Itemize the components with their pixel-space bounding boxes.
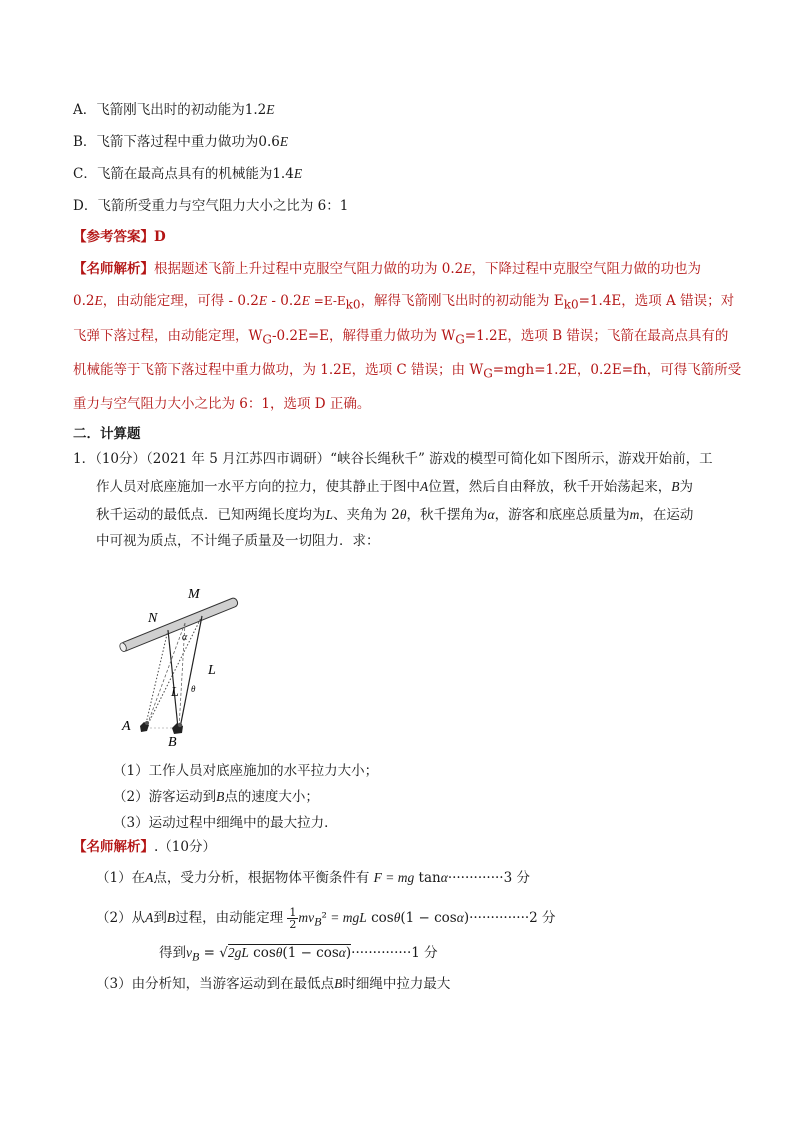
analysis-text: - 0.2 xyxy=(267,293,302,309)
solution-text: （2）从 xyxy=(96,910,146,926)
analysis-text: 飞弹下落过程，由动能定理，W xyxy=(73,328,263,344)
problem-line-3 xyxy=(96,506,693,524)
analysis-var: E xyxy=(463,261,472,276)
formula-var: v xyxy=(186,945,192,960)
analysis-line-2 xyxy=(73,292,734,314)
analysis-text: =1.2E，选项 B 错误；飞箭在最高点具有的 xyxy=(464,328,729,344)
rope-b-left xyxy=(168,630,178,728)
label-n: N xyxy=(148,611,158,626)
option-c-text: 飞箭在最高点具有的机械能为 xyxy=(96,166,273,182)
question-var: B xyxy=(216,789,225,804)
option-d-label: D． xyxy=(73,198,98,214)
problem-text: 作人员对底座施加一水平方向的拉力，使其静止于图中 xyxy=(96,479,420,495)
analysis-var: E xyxy=(301,293,310,308)
formula-var: α xyxy=(440,870,448,885)
formula-var: α xyxy=(338,945,346,960)
formula-sqrt: = √ xyxy=(199,945,228,961)
analysis2-score: .（10分） xyxy=(154,839,216,855)
problem-text: ，游客和底座总质量为 xyxy=(494,507,630,523)
analysis-tag: 【名师解析】 xyxy=(73,261,154,277)
analysis-text: 0.2 xyxy=(73,293,95,309)
formula-var: mv xyxy=(298,910,315,925)
formula-text: ) xyxy=(345,945,352,961)
fraction-numerator: 1 xyxy=(289,906,297,919)
option-b xyxy=(73,133,288,151)
analysis-text: 根据题述飞箭上升过程中克服空气阻力做的功为 0.2 xyxy=(154,261,464,277)
problem-line-2 xyxy=(96,478,693,496)
option-a-var: E xyxy=(266,102,275,117)
seat-a xyxy=(140,721,149,732)
problem-var: m xyxy=(629,507,640,522)
solution-step-3 xyxy=(96,975,450,993)
option-a-label: A． xyxy=(73,102,97,118)
analysis-text: -0.2E=E，解得重力做功为 W xyxy=(271,328,456,344)
formula-var: θ xyxy=(275,945,283,960)
problem-text: 秋千运动的最低点．已知两绳长度均为 xyxy=(96,507,326,523)
formula-func: cos xyxy=(248,945,276,961)
solution-text: 点，受力分析，根据物体平衡条件有 xyxy=(153,870,370,886)
analysis-subscript: k0 xyxy=(563,297,579,312)
option-c-value: 1.4 xyxy=(272,166,294,182)
answer-tag: 【参考答案】 xyxy=(73,229,154,245)
analysis-line-4 xyxy=(73,361,741,383)
option-b-var: E xyxy=(279,134,289,149)
problem-var: α xyxy=(487,507,495,522)
option-d xyxy=(73,197,348,215)
label-b: B xyxy=(168,735,177,750)
solution-step-1 xyxy=(96,869,530,887)
problem-text: 位置，然后自由释放，秋千开始荡起来， xyxy=(428,479,672,495)
beam xyxy=(119,597,239,653)
question-text: 点的速度大小； xyxy=(224,789,319,805)
analysis-text: ，由动能定理，可得 - 0.2 xyxy=(102,293,259,309)
option-a-value: 1.2 xyxy=(244,102,267,118)
analysis-text: 重力与空气阻力大小之比为 6：1，选项 D 正确。 xyxy=(73,396,371,412)
analysis-subscript: G xyxy=(483,366,493,381)
seat-b xyxy=(172,723,183,734)
analysis-text: ，解得飞箭刚飞出时的初动能为 E xyxy=(360,293,564,309)
analysis-text: 机械能等于飞箭下落过程中重力做功，为 1.2E，选项 C 错误；由 W xyxy=(73,362,484,378)
formula-subscript: B xyxy=(192,949,200,964)
analysis-subscript: k0 xyxy=(345,297,361,312)
option-c xyxy=(73,165,302,183)
score-dots: ··············2 分 xyxy=(469,910,556,926)
solution-step-2-result xyxy=(159,944,438,966)
formula-text: (1 − cos xyxy=(282,945,339,961)
problem-line-4: 中可视为质点，不计绳子质量及一切阻力．求： xyxy=(96,533,380,549)
analysis2-heading xyxy=(73,838,216,856)
analysis-text: =1.4E，选项 A 错误；对 xyxy=(578,293,735,309)
option-b-label: B． xyxy=(73,134,97,150)
label-theta: θ xyxy=(191,684,196,694)
formula-superscript: ² xyxy=(321,910,327,926)
reference-answer xyxy=(73,228,166,246)
answer-value: D xyxy=(154,229,166,245)
formula-text: ) xyxy=(463,910,470,926)
solution-text: 得到 xyxy=(159,945,186,961)
rope-a-left xyxy=(145,630,168,728)
solution-var: A xyxy=(145,910,154,925)
question-2 xyxy=(113,788,319,806)
option-c-var: E xyxy=(293,166,303,181)
analysis-line-1 xyxy=(73,260,701,278)
solution-var: A xyxy=(145,870,154,885)
solution-var: B xyxy=(334,976,343,991)
question-text: （2）游客运动到 xyxy=(113,789,217,805)
analysis-line-5 xyxy=(73,395,370,413)
option-b-text: 飞箭下落过程中重力做功为 xyxy=(96,134,259,150)
formula-text: (1 − cos xyxy=(400,910,457,926)
solution-var: B xyxy=(166,910,176,925)
option-d-text: 飞箭所受重力与空气阻力大小之比为 6：1 xyxy=(97,198,349,214)
section-heading: 二．计算题 xyxy=(73,426,141,442)
solution-text: 过程，由动能定理 xyxy=(175,910,284,926)
solution-text: 时细绳中拉力最大 xyxy=(342,976,451,992)
label-a: A xyxy=(122,719,131,734)
option-b-value: 0.6 xyxy=(258,134,280,150)
question-3: （3）运动过程中细绳中的最大拉力． xyxy=(113,815,338,831)
option-a-text: 飞箭刚飞出时的初动能为 xyxy=(96,102,245,118)
label-l-left: L xyxy=(171,685,179,700)
analysis2-tag: 【名师解析】 xyxy=(73,839,154,855)
formula-var: θ xyxy=(393,910,401,925)
formula-subscript: B xyxy=(314,914,322,929)
analysis-text: ，下降过程中克服空气阻力做的功也为 xyxy=(471,261,702,277)
solution-step-2 xyxy=(96,906,556,934)
problem-var: B xyxy=(671,479,680,494)
problem-var: L xyxy=(325,507,334,522)
analysis-line-3 xyxy=(73,327,728,349)
label-m: M xyxy=(188,587,200,602)
option-a xyxy=(73,101,274,119)
fraction-half xyxy=(287,907,298,930)
formula-var: 2gL xyxy=(227,945,249,960)
analysis-text: =E-E xyxy=(309,294,346,308)
analysis-subscript: G xyxy=(262,332,272,347)
formula-lhs: F = mg xyxy=(373,870,415,885)
problem-text: ，在运动 xyxy=(639,507,694,523)
problem-text: 、夹角为 2 xyxy=(333,507,400,523)
label-l-right: L xyxy=(208,663,216,678)
sqrt-body xyxy=(228,944,351,961)
problem-var: A xyxy=(420,479,429,494)
problem-text: 为 xyxy=(679,479,693,495)
problem-text: ，秋千摆角为 xyxy=(406,507,488,523)
solution-text: 到 xyxy=(153,910,167,926)
formula-func: tan xyxy=(418,870,441,886)
swing-diagram xyxy=(110,578,250,758)
formula-rhs: = mgL xyxy=(326,910,367,925)
formula-func: cos xyxy=(366,910,394,926)
problem-var: θ xyxy=(399,507,407,522)
analysis-subscript: G xyxy=(455,332,465,347)
option-c-label: C． xyxy=(73,166,97,182)
formula-var: α xyxy=(456,910,464,925)
solution-text: （3）由分析知，当游客运动到在最低点 xyxy=(96,976,335,992)
label-alpha: α xyxy=(182,632,188,643)
fraction-denominator: 2 xyxy=(289,918,297,931)
solution-text: （1）在 xyxy=(96,870,146,886)
question-1: （1）工作人员对底座施加的水平拉力大小； xyxy=(113,763,379,779)
score-dots: ·············3 分 xyxy=(447,870,530,886)
analysis-var: E xyxy=(258,293,268,308)
score-dots: ··············1 分 xyxy=(351,945,438,961)
analysis-var: E xyxy=(94,293,103,308)
problem-line-1: 1．（10分）（2021 年 5 月江苏四市调研）“峡谷长绳秋千” 游戏的模型可简化如下图所示，游戏开始前，工 xyxy=(73,451,713,467)
analysis-text: =mgh=1.2E，0.2E=fh，可得飞箭所受 xyxy=(492,362,742,378)
